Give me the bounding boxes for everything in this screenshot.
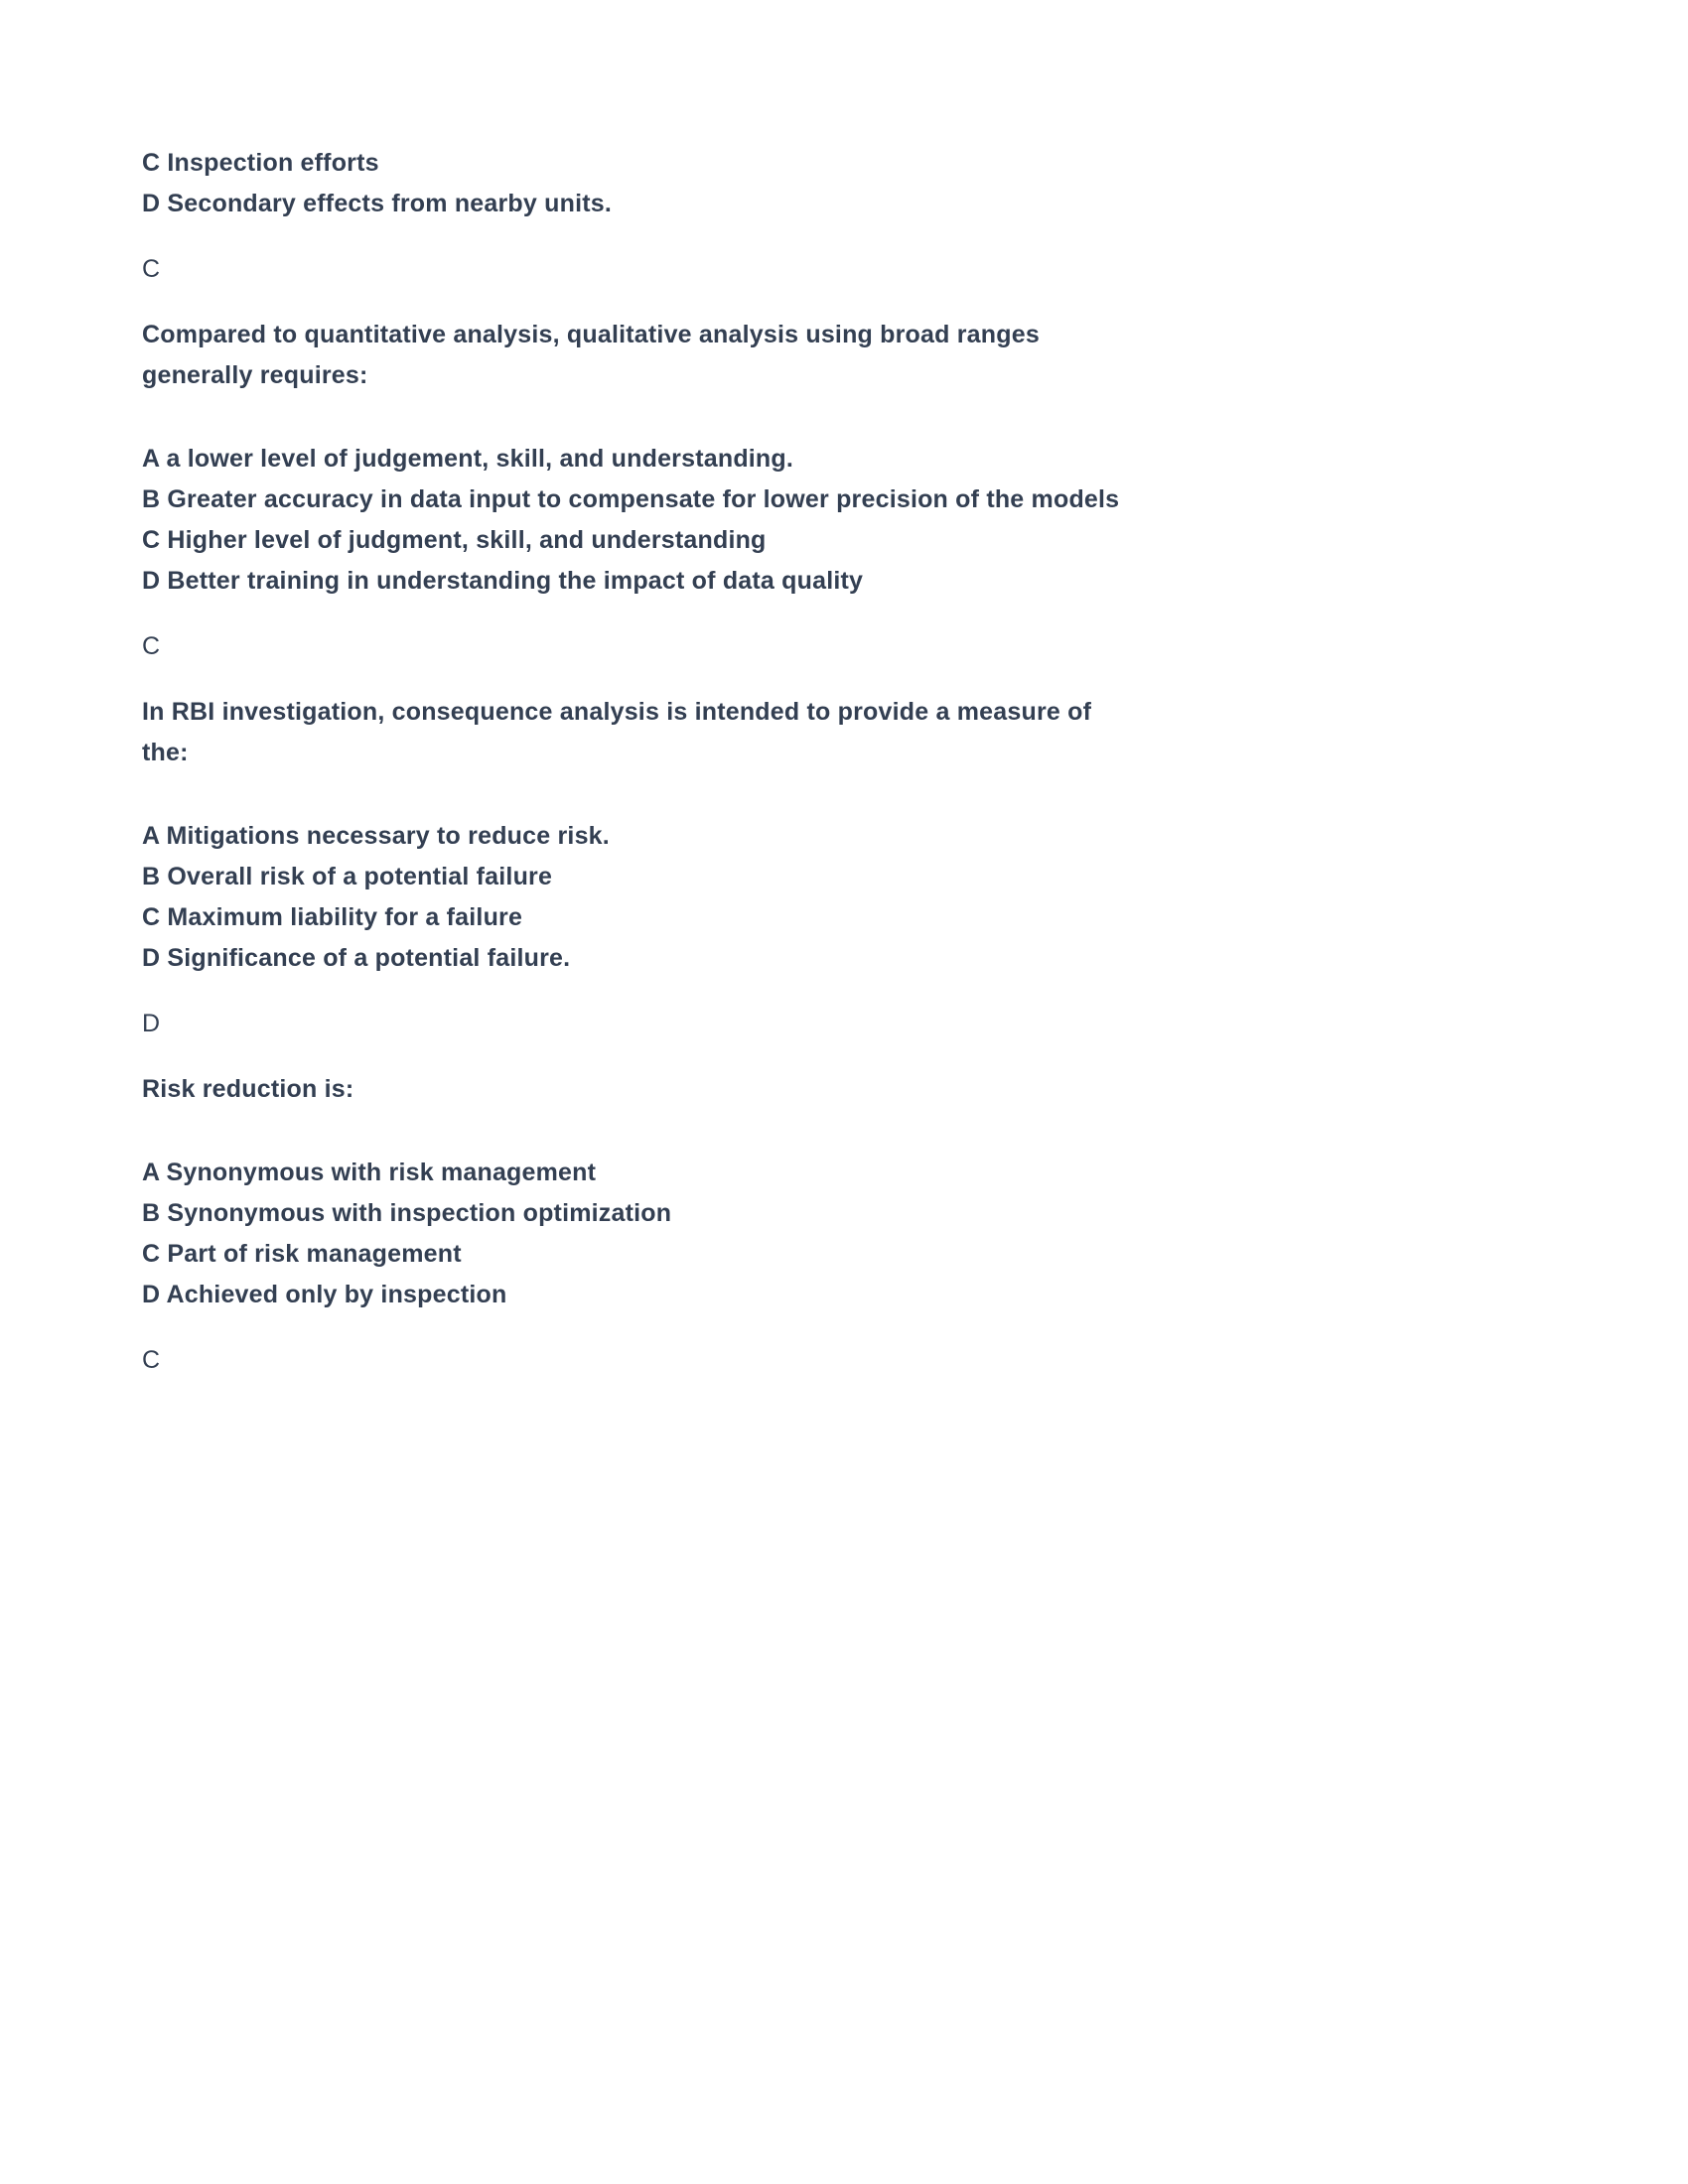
question-line: generally requires: (142, 361, 368, 389)
option-line: C Maximum liability for a failure (142, 903, 523, 931)
question-block (142, 315, 1569, 396)
option-line: D Secondary effects from nearby units. (142, 190, 613, 217)
question-block (142, 692, 1569, 773)
option-line: B Overall risk of a potential failure (142, 863, 553, 890)
option-line: C Part of risk management (142, 1240, 462, 1268)
option-line: A Synonymous with risk management (142, 1159, 597, 1186)
option-line: A a lower level of judgement, skill, and understanding. (142, 445, 794, 473)
answer-block (142, 626, 1569, 667)
option-line: D Significance of a potential failure. (142, 944, 571, 972)
options-block (142, 439, 1569, 602)
question-line: Compared to quantitative analysis, qualitative analysis using broad ranges (142, 321, 1040, 348)
option-line: D Achieved only by inspection (142, 1281, 507, 1308)
options-block (142, 816, 1569, 979)
options-block (142, 143, 1569, 224)
answer-block (142, 1340, 1569, 1381)
question-line: Risk reduction is: (142, 1075, 354, 1103)
option-line: A Mitigations necessary to reduce risk. (142, 822, 610, 850)
answer-letter: C (142, 255, 161, 283)
question-block (142, 1069, 1569, 1110)
answer-block (142, 249, 1569, 290)
answer-letter: C (142, 632, 161, 660)
answer-block (142, 1004, 1569, 1044)
option-line: C Higher level of judgment, skill, and understanding (142, 526, 767, 554)
question-line: the: (142, 739, 189, 766)
answer-letter: D (142, 1010, 161, 1037)
question-line: In RBI investigation, consequence analysis is intended to provide a measure of (142, 698, 1092, 726)
option-line: B Greater accuracy in data input to compensate for lower precision of the models (142, 485, 1120, 513)
option-line: D Better training in understanding the impact of data quality (142, 567, 864, 595)
options-block (142, 1153, 1569, 1315)
option-line: C Inspection efforts (142, 149, 379, 177)
option-line: B Synonymous with inspection optimization (142, 1199, 672, 1227)
answer-letter: C (142, 1346, 161, 1374)
